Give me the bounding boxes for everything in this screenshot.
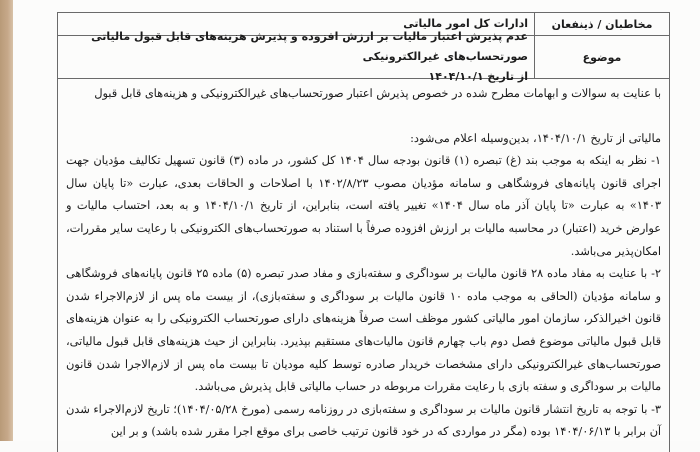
subject-label: موضوع — [534, 36, 669, 78]
recipients-value: ادارات کل امور مالیاتی — [403, 17, 528, 30]
subject-line-2: از تاریخ ۱۴۰۴/۱۰/۱ — [428, 70, 528, 83]
document-body — [58, 79, 669, 444]
document-table — [57, 12, 670, 452]
clause-3: ۳- با توجه به تاریخ انتشار قانون مالیات بر سوداگری و سفته‌بازی در روزنامه رسمی (مورخ ۱۴۰۴/۰۵/۲۸)؛ تاریخ لازم‌الاجراء شدن آن برابر با ۱۴۰۴/۰۶/۱۳ بوده (مگر در مواردی که در خود قانون ترتیب خاصی برای موقع اجرا مقرر شده باشد) و بر این — [66, 402, 661, 439]
subject-value — [58, 30, 534, 83]
page-edge — [0, 0, 13, 441]
subject-line-1: عدم پذیرش اعتبار مالیات بر ارزش افزوده و پذیرش هزینه‌های قابل قبول مالیاتی صورتحساب‌های غیرالکترونیکی — [91, 30, 528, 63]
clause-1: ۱- نظر به اینکه به موجب بند (غ) تبصره (۱) قانون بودجه سال ۱۴۰۴ کل کشور، در ماده (۳) قانون تسهیل تکالیف مؤدیان جهت اجرای قانون پایانه‌های فروشگاهی و سامانه مؤدیان مصوب ۱۴۰۲/۸/۲۳ با اصلاحات و الحاقات بعدی، عبارت «تا پایان سال ۱۴۰۳» به عبارت «تا پایان آذر ماه سال ۱۴۰۴» تغییر یافته است، بنابراین، از تاریخ ۱۴۰۴/۱۰/۱ و به بعد، احتساب مالیات و عوارض خرید (اعتبار) در محاسبه مالیات بر ارزش افزوده صرفاً با استناد به صورتحساب‌های الکترونیکی با رعایت سایر مقررات، امکان‌پذیر می‌باشد. — [66, 154, 662, 258]
spacer — [66, 106, 661, 128]
recipients-label: مخاطبان / ذینفعان — [534, 13, 669, 35]
clause-2: ۲- با عنایت به مفاد ماده ۲۸ قانون مالیات بر سوداگری و سفته‌بازی و مفاد صدر تبصره (۵) ماده ۲۵ قانون پایانه‌های فروشگاهی و سامانه مؤدیان (الحاقی به موجب ماده ۱۰ قانون مالیات بر سوداگری و سفته‌بازی)، از بیست ماه پس از لازم‌الاجراء شدن قانون اخیرالذکر، سازمان امور مالیاتی کشور موظف است صرفاً هزینه‌های دارای صورتحساب الکترونیکی را به عنوان هزینه‌های قابل قبول مالیاتی موضوع فصل دوم باب چهارم قانون مالیات‌های مستقیم بپذیرد. بنابراین از حیث هزینه‌های قابل قبول مالیاتی، صورتحساب‌های غیرالکترونیکی دارای مشخصات خریدار صادره توسط کلیه مودیان تا بیست ماه پس از لازم‌الاجرا شدن قانون مالیات بر سوداگری و سفته بازی با رعایت مقررات مربوطه در حساب مالیاتی قابل پذیرش می‌باشد. — [66, 267, 662, 394]
subject-row — [58, 30, 669, 83]
intro-line-2: مالیاتی از تاریخ ۱۴۰۴/۱۰/۱، بدین‌وسیله اعلام می‌شود: — [410, 131, 661, 145]
intro-line-1: با عنایت به سوالات و ابهامات مطرح شده در خصوص پذیرش اعتبار صورتحساب‌های غیرالکترونیکی و هزینه‌های قابل قبول — [94, 87, 661, 100]
